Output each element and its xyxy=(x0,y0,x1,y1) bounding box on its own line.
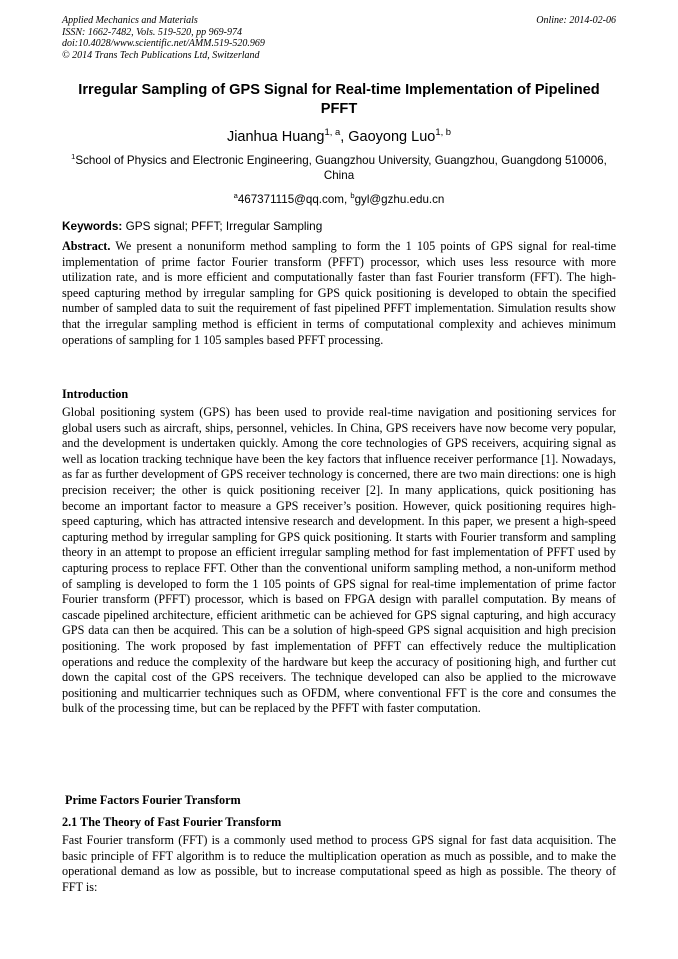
keywords xyxy=(62,219,616,234)
online-date: Online: 2014-02-06 xyxy=(536,15,616,26)
affiliation-text: School of Physics and Electronic Engineering, Guangzhou University, Guangzhou, Guangdong 510006, China xyxy=(75,154,607,182)
subsection-heading-fft: 2.1 The Theory of Fast Fourier Transform xyxy=(62,815,282,829)
paper-title: Irregular Sampling of GPS Signal for Real-time Implementation of Pipelined PFFT xyxy=(78,82,600,117)
email-separator: , xyxy=(343,193,351,206)
author-list xyxy=(62,128,616,146)
email-address[interactable]: 467371115@qq.com xyxy=(237,193,344,206)
doi-line: doi:10.4028/www.scientific.net/AMM.519-520.969 xyxy=(62,38,265,49)
author-name: Gaoyong Luo xyxy=(348,129,436,145)
author-separator: , xyxy=(340,129,349,145)
affiliation-superscript: 1 xyxy=(71,152,76,162)
email-address[interactable]: gyl@gzhu.edu.cn xyxy=(354,193,445,206)
section-heading-pfft: Prime Factors Fourier Transform xyxy=(65,793,241,807)
author-superscript: 1, a xyxy=(324,126,341,138)
keywords-text: GPS signal; PFFT; Irregular Sampling xyxy=(125,219,323,233)
email-line xyxy=(62,192,616,207)
copyright-line: © 2014 Trans Tech Publications Ltd, Switzerland xyxy=(62,49,260,61)
abstract-label: Abstract. xyxy=(62,239,111,253)
abstract-text: We present a nonuniform method sampling to form the 1 105 points of GPS signal for real-time implementation of prime factor Fourier transform (PFFT) processor, which uses less resource with more utilization rate, and is more efficient and computationally faster than fast Fourier transform (FFT). The high-speed capturing method by irregular sampling for GPS quick positioning is developed to obtain the specified number of sampled data to suit the requirement of fast pipelined PFFT implementation. Simulation results show that the irregular sampling method is efficient in terms of computational complexity and achieves minimum operations of sampling for 1 105 samples based PFFT processing. xyxy=(62,239,616,347)
fft-paragraph: Fast Fourier transform (FFT) is a commonly used method to process GPS signal for fast data acquisition. The basic principle of FFT algorithm is to reduce the multiplication operation as much as possible, and to make the operational demand as low as possible, but to increase computational speed as high as possible. The theory of FFT is: xyxy=(62,833,616,894)
keywords-label: Keywords: xyxy=(62,219,123,233)
abstract xyxy=(62,239,616,348)
email-superscript: a xyxy=(233,191,238,201)
section-heading-introduction: Introduction xyxy=(62,387,129,401)
author-name: Jianhua Huang xyxy=(226,129,325,145)
author-superscript: 1, b xyxy=(435,126,452,138)
introduction-paragraph: Global positioning system (GPS) has been used to provide real-time navigation and positioning services for global users such as aircraft, ships, personnel, vehicles. In China, GPS receivers have now become very popular, and the development is undertaken quickly. Among the core technologies of GPS receivers, acquiring signal as well as location tracking technique have been the key factors that influence receiver performance [1]. Nowadays, as far as further development of GPS receiver technology is concerned, there are two main directions: one is high precision receiver; the other is quick positioning receiver [2]. In many applications, quick positioning has become an important factor to measure a GPS receiver’s position. However, quick positioning requires high-speed capturing, which has attracted intensive research and development. In this paper, we present a high-speed capturing method by irregular sampling for GPS quick positioning. It starts with Fourier transform and sampling theory in an attempt to propose an efficient irregular sampling method for fast implementation of PFFT used by capturing process to replace FFT. Other than the conventional uniform sampling method, a non-uniform method of sampling is developed to form the 1 105 points of GPS signal for real-time implementation of prime factor Fourier transform (PFFT) processor, which is based on FPGA design with parallel computation. By means of cascade pipelined architecture, efficient arithmetic can be achieved for GPS signal capturing, and high accuracy GPS data can then be acquired. This can be a solution of high-speed GPS signal acquisition and high precision positioning. The work proposed by fast implementation of PFFT can effectively reduce the multiplication operations and reduce the complexity of the hardware but keep the accuracy of positioning high, and further cut down the capital cost of the GPS receivers. The technique developed can also be applied to the microwave positioning and multicarrier techniques such as OFDM, where conventional FFT is the core and consumes the bulk of the processing time, but can be replaced by the PFFT with faster computation. xyxy=(62,405,616,716)
issn-line: ISSN: 1662-7482, Vols. 519-520, pp 969-974 xyxy=(62,26,242,38)
journal-name: Applied Mechanics and Materials xyxy=(62,15,198,26)
email-superscript: b xyxy=(350,191,355,201)
journal-header xyxy=(62,15,265,61)
affiliation xyxy=(62,153,616,183)
